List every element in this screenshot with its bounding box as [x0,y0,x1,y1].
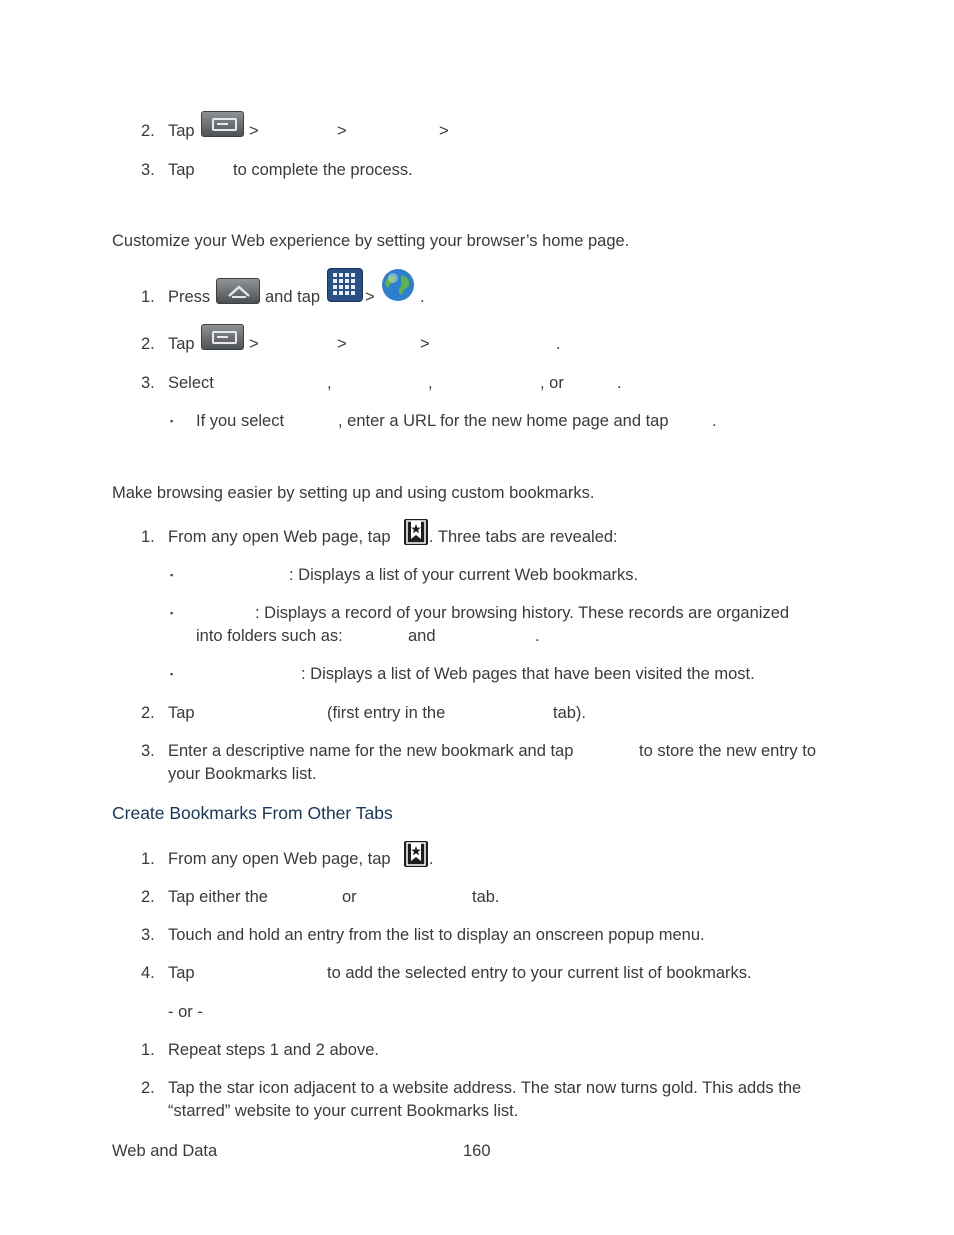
step-text: > [439,122,449,140]
step-text: Tap either the [168,888,268,906]
step-text: Tap the star icon adjacent to a website address. The star now turns gold. This adds the [168,1079,802,1097]
bullet-text: . [712,412,717,430]
bullet-text: and [408,627,436,645]
home-key-icon [216,278,260,304]
section-heading: Create Bookmarks From Other Tabs [112,803,393,823]
step-text: or [342,888,357,906]
page-number: 160 [463,1142,491,1160]
menu-key-icon [201,111,244,137]
step-number: 3. [141,742,155,760]
footer-section-name: Web and Data [112,1142,218,1160]
step-text: to complete the process. [233,161,413,179]
step-number: 1. [141,1041,155,1059]
step-text: > [420,335,430,353]
bookmarks-icon [404,841,428,867]
step-text: (first entry in the [327,704,446,722]
step-text: tab). [553,704,587,722]
applications-grid-icon [327,268,363,302]
step-text: . Three tabs are revealed: [429,528,618,546]
step-text: . [429,850,434,868]
step-text: “starred” website to your current Bookmarks list. [168,1102,519,1120]
step-text: to store the new entry to [639,742,817,760]
step-text: tab. [472,888,500,906]
step-number: 2. [141,888,155,906]
step-text: > [337,335,347,353]
step-text: From any open Web page, tap [168,528,391,546]
step-text: Press [168,288,211,306]
bullet-marker: ▪ [170,669,174,679]
menu-key-icon [201,324,244,350]
step-text: Tap [168,964,195,982]
step-number: 1. [141,528,155,546]
bullet-text: : Displays a list of Web pages that have been visited the most. [301,665,755,683]
bullet-marker: ▪ [170,608,174,618]
step-number: 2. [141,1079,155,1097]
step-number: 1. [141,288,155,306]
paragraph: Make browsing easier by setting up and using custom bookmarks. [112,484,595,502]
step-text: Tap [168,161,195,179]
step-text: . [617,374,622,392]
step-text: > [365,288,375,306]
step-text: Enter a descriptive name for the new bookmark and tap [168,742,574,760]
step-text: Touch and hold an entry from the list to display an onscreen popup menu. [168,926,705,944]
step-text: , [327,374,332,392]
step-text: Select [168,374,214,392]
step-number: 2. [141,122,155,140]
step-text: , [428,374,433,392]
step-text: Tap [168,704,195,722]
bullet-marker: ▪ [170,416,174,426]
step-text: > [249,335,259,353]
step-text: to add the selected entry to your current list of bookmarks. [327,964,752,982]
step-text: > [249,122,259,140]
step-text: . [420,288,425,306]
bullet-text: , enter a URL for the new home page and tap [338,412,669,430]
step-text: , or [540,374,564,392]
step-number: 4. [141,964,155,982]
step-number: 1. [141,850,155,868]
step-text: and tap [265,288,321,306]
browser-globe-icon [379,267,417,303]
bullet-text: If you select [196,412,285,430]
bullet-text: into folders such as: [196,627,343,645]
step-text: Tap [168,335,195,353]
step-text: Tap [168,122,195,140]
bullet-text: : Displays a list of your current Web bookmarks. [289,566,639,584]
or-separator: - or - [168,1003,203,1021]
bullet-text: . [535,627,540,645]
step-text: your Bookmarks list. [168,765,317,783]
bookmarks-icon [404,519,428,545]
bullet-marker: ▪ [170,570,174,580]
bullet-text: : Displays a record of your browsing history. These records are organized [255,604,790,622]
step-number: 3. [141,161,155,179]
step-number: 3. [141,926,155,944]
step-text: From any open Web page, tap [168,850,391,868]
step-text: Repeat steps 1 and 2 above. [168,1041,379,1059]
step-number: 2. [141,704,155,722]
step-number: 2. [141,335,155,353]
step-text: . [556,335,561,353]
step-number: 3. [141,374,155,392]
step-text: > [337,122,347,140]
paragraph: Customize your Web experience by setting your browser’s home page. [112,232,630,250]
